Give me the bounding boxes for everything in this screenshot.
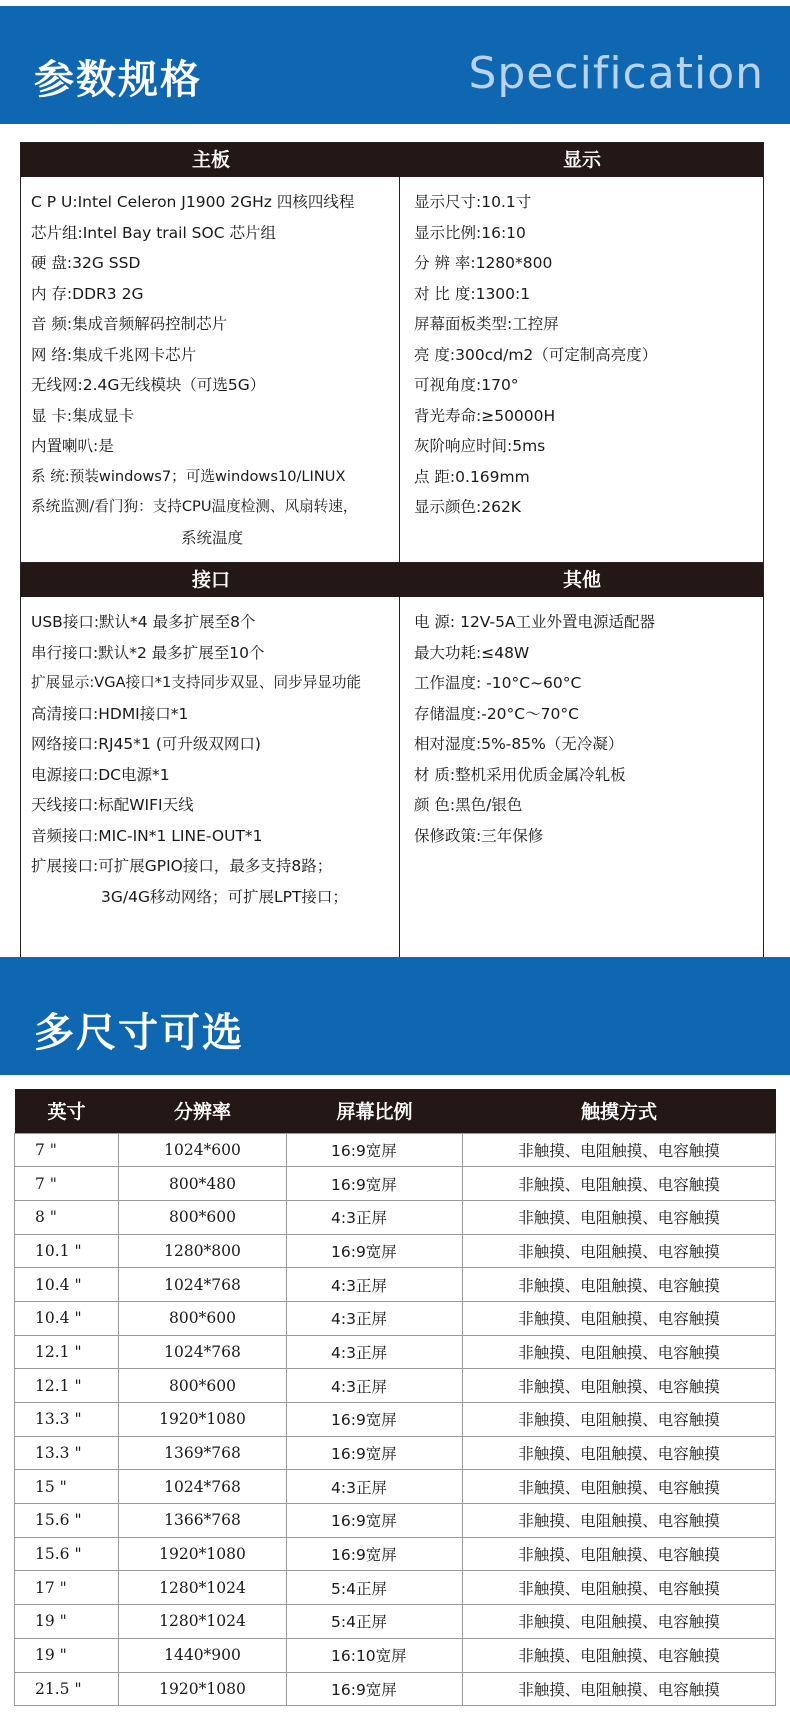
cell-inch: 15.6 " xyxy=(15,1504,119,1538)
table-row xyxy=(15,1436,776,1470)
cell-aspect-ratio: 4:3正屏 xyxy=(287,1200,463,1234)
mainboard-spec-list xyxy=(21,177,400,595)
cell-touch-type: 非触摸、电阻触摸、电容触摸 xyxy=(463,1504,776,1538)
cell-aspect-ratio: 16:10宽屏 xyxy=(287,1638,463,1672)
spec-item: 亮 度:300cd/m2（可定制高亮度） xyxy=(414,345,658,364)
interface-spec-list xyxy=(21,597,400,963)
spec-banner-title: 参数规格 xyxy=(34,57,202,103)
table-row xyxy=(15,1301,776,1335)
display-header: 显示 xyxy=(562,149,601,171)
spec-banner xyxy=(0,6,790,124)
spec-item: 系统温度 xyxy=(181,528,244,547)
mainboard-header: 主板 xyxy=(191,149,230,171)
cell-inch: 10.4 " xyxy=(15,1268,119,1302)
spec-item: 背光寿命:≥50000H xyxy=(414,406,556,425)
header-aspect-ratio: 屏幕比例 xyxy=(287,1089,463,1133)
spec-item: 保修政策:三年保修 xyxy=(414,826,544,845)
cell-aspect-ratio: 4:3正屏 xyxy=(287,1268,463,1302)
cell-resolution: 1024*600 xyxy=(119,1133,287,1167)
cell-touch-type: 非触摸、电阻触摸、电容触摸 xyxy=(463,1638,776,1672)
cell-resolution: 1024*768 xyxy=(119,1470,287,1504)
cell-resolution: 1366*768 xyxy=(119,1504,287,1538)
cell-inch: 10.4 " xyxy=(15,1301,119,1335)
cell-touch-type: 非触摸、电阻触摸、电容触摸 xyxy=(463,1301,776,1335)
cell-resolution: 1024*768 xyxy=(119,1268,287,1302)
cell-aspect-ratio: 5:4正屏 xyxy=(287,1605,463,1639)
cell-inch: 13.3 " xyxy=(15,1403,119,1437)
table-row xyxy=(15,1167,776,1201)
cell-touch-type: 非触摸、电阻触摸、电容触摸 xyxy=(463,1268,776,1302)
spec-item: 存储温度:-20°C～70°C xyxy=(414,704,579,723)
spec-banner-subtitle: Specification xyxy=(468,48,764,99)
cell-resolution: 1280*800 xyxy=(119,1234,287,1268)
spec-item: 系 统:预装windows7；可选windows10/LINUX xyxy=(31,467,346,485)
cell-aspect-ratio: 16:9宽屏 xyxy=(287,1133,463,1167)
header-touch-type: 触摸方式 xyxy=(463,1089,776,1133)
cell-aspect-ratio: 16:9宽屏 xyxy=(287,1672,463,1706)
cell-resolution: 1369*768 xyxy=(119,1436,287,1470)
spec-table-interface-other xyxy=(20,562,764,964)
cell-resolution: 1920*1080 xyxy=(119,1537,287,1571)
table-row xyxy=(15,1537,776,1571)
cell-aspect-ratio: 16:9宽屏 xyxy=(287,1234,463,1268)
spec-item: 系统监测/看门狗：支持CPU温度检测、风扇转速， xyxy=(31,498,358,515)
spec-item: 内置喇叭:是 xyxy=(31,437,114,455)
spec-item: 屏幕面板类型:工控屏 xyxy=(414,315,559,333)
spec-item: 材 质:整机采用优质金属冷轧板 xyxy=(414,765,626,784)
cell-aspect-ratio: 16:9宽屏 xyxy=(287,1167,463,1201)
cell-resolution: 1920*1080 xyxy=(119,1672,287,1706)
table-row xyxy=(15,1403,776,1437)
spec-item: 音 频:集成音频解码控制芯片 xyxy=(31,315,228,333)
cell-inch: 12.1 " xyxy=(15,1369,119,1403)
spec-item: 无线网:2.4G无线模块（可选5G） xyxy=(31,376,266,394)
spec-item: 网 络:集成千兆网卡芯片 xyxy=(31,345,197,364)
spec-item: 硬 盘:32G SSD xyxy=(31,254,141,272)
spec-item: 电源接口:DC电源*1 xyxy=(31,765,170,784)
cell-inch: 19 " xyxy=(15,1605,119,1639)
table-row xyxy=(15,1369,776,1403)
cell-inch: 17 " xyxy=(15,1571,119,1605)
cell-resolution: 1440*900 xyxy=(119,1638,287,1672)
cell-touch-type: 非触摸、电阻触摸、电容触摸 xyxy=(463,1234,776,1268)
spec-item: 最大功耗:≤48W xyxy=(414,643,530,662)
interface-header: 接口 xyxy=(191,569,230,591)
spec-item: 显示尺寸:10.1寸 xyxy=(414,193,532,211)
table-row xyxy=(15,1268,776,1302)
spec-item: 显示比例:16:10 xyxy=(414,223,526,242)
cell-touch-type: 非触摸、电阻触摸、电容触摸 xyxy=(463,1200,776,1234)
spec-item: 高清接口:HDMI接口*1 xyxy=(31,704,189,723)
spec-item: 内 存:DDR3 2G xyxy=(31,284,144,303)
cell-aspect-ratio: 16:9宽屏 xyxy=(287,1504,463,1538)
cell-resolution: 800*600 xyxy=(119,1369,287,1403)
cell-touch-type: 非触摸、电阻触摸、电容触摸 xyxy=(463,1167,776,1201)
spec-item: 电 源: 12V-5A工业外置电源适配器 xyxy=(414,613,656,631)
spec-item: 3G/4G移动网络；可扩展LPT接口； xyxy=(101,887,348,906)
cell-inch: 21.5 " xyxy=(15,1672,119,1706)
table-row xyxy=(15,1504,776,1538)
spec-item: 对 比 度:1300:1 xyxy=(414,284,531,303)
cell-aspect-ratio: 4:3正屏 xyxy=(287,1301,463,1335)
spec-table-header xyxy=(21,563,763,597)
cell-aspect-ratio: 4:3正屏 xyxy=(287,1369,463,1403)
spec-item: 相对湿度:5%-85%（无冷凝） xyxy=(414,735,624,753)
cell-touch-type: 非触摸、电阻触摸、电容触摸 xyxy=(463,1672,776,1706)
spec-item: USB接口:默认*4 最多扩展至8个 xyxy=(31,613,256,631)
spec-item: 可视角度:170° xyxy=(414,376,519,394)
spec-item: 音频接口:MIC-IN*1 LINE-OUT*1 xyxy=(31,826,263,845)
cell-inch: 19 " xyxy=(15,1638,119,1672)
spec-item: 工作温度: -10°C~60°C xyxy=(414,674,582,692)
other-spec-list xyxy=(400,597,763,963)
other-header: 其他 xyxy=(562,569,601,591)
cell-aspect-ratio: 5:4正屏 xyxy=(287,1571,463,1605)
cell-inch: 13.3 " xyxy=(15,1436,119,1470)
cell-touch-type: 非触摸、电阻触摸、电容触摸 xyxy=(463,1335,776,1369)
table-row xyxy=(15,1571,776,1605)
cell-resolution: 800*600 xyxy=(119,1301,287,1335)
cell-touch-type: 非触摸、电阻触摸、电容触摸 xyxy=(463,1133,776,1167)
spec-item: 扩展接口:可扩展GPIO接口，最多支持8路； xyxy=(31,857,333,875)
table-row xyxy=(15,1470,776,1504)
cell-inch: 15 " xyxy=(15,1470,119,1504)
table-row xyxy=(15,1234,776,1268)
cell-touch-type: 非触摸、电阻触摸、电容触摸 xyxy=(463,1436,776,1470)
spec-item: 显示颜色:262K xyxy=(414,498,521,516)
header-inch: 英寸 xyxy=(15,1089,119,1133)
cell-aspect-ratio: 4:3正屏 xyxy=(287,1470,463,1504)
spec-table-mainboard-display xyxy=(20,142,764,596)
table-row xyxy=(15,1605,776,1639)
spec-item: 显 卡:集成显卡 xyxy=(31,406,135,425)
cell-resolution: 1024*768 xyxy=(119,1335,287,1369)
cell-aspect-ratio: 16:9宽屏 xyxy=(287,1403,463,1437)
spec-item: 扩展显示:VGA接口*1支持同步双显、同步异显功能 xyxy=(31,674,362,691)
spec-item: 串行接口:默认*2 最多扩展至10个 xyxy=(31,643,265,662)
cell-resolution: 1280*1024 xyxy=(119,1605,287,1639)
cell-resolution: 1280*1024 xyxy=(119,1571,287,1605)
cell-inch: 7 " xyxy=(15,1167,119,1201)
sizes-table-header-row xyxy=(15,1089,776,1133)
table-row xyxy=(15,1672,776,1706)
cell-resolution: 1920*1080 xyxy=(119,1403,287,1437)
table-row xyxy=(15,1200,776,1234)
cell-aspect-ratio: 16:9宽屏 xyxy=(287,1436,463,1470)
spec-item: 灰阶响应时间:5ms xyxy=(414,437,546,455)
sizes-table xyxy=(14,1089,776,1706)
spec-item: 分 辨 率:1280*800 xyxy=(414,254,553,272)
cell-touch-type: 非触摸、电阻触摸、电容触摸 xyxy=(463,1470,776,1504)
cell-touch-type: 非触摸、电阻触摸、电容触摸 xyxy=(463,1605,776,1639)
cell-inch: 7 " xyxy=(15,1133,119,1167)
cell-touch-type: 非触摸、电阻触摸、电容触摸 xyxy=(463,1403,776,1437)
sizes-banner-title: 多尺寸可选 xyxy=(34,1010,244,1056)
spec-item: 天线接口:标配WIFI天线 xyxy=(31,796,194,814)
cell-touch-type: 非触摸、电阻触摸、电容触摸 xyxy=(463,1369,776,1403)
spec-table-header xyxy=(21,143,763,177)
spec-item: 颜 色:黑色/银色 xyxy=(414,796,523,814)
spec-item: 网络接口:RJ45*1 (可升级双网口) xyxy=(31,735,261,753)
cell-touch-type: 非触摸、电阻触摸、电容触摸 xyxy=(463,1537,776,1571)
cell-aspect-ratio: 16:9宽屏 xyxy=(287,1537,463,1571)
display-spec-list xyxy=(400,177,763,595)
header-resolution: 分辨率 xyxy=(119,1089,287,1133)
table-row xyxy=(15,1335,776,1369)
cell-inch: 12.1 " xyxy=(15,1335,119,1369)
cell-aspect-ratio: 4:3正屏 xyxy=(287,1335,463,1369)
spec-item: C P U:Intel Celeron J1900 2GHz 四核四线程 xyxy=(31,193,355,211)
cell-resolution: 800*600 xyxy=(119,1200,287,1234)
sizes-banner xyxy=(0,957,790,1075)
cell-inch: 8 " xyxy=(15,1200,119,1234)
cell-inch: 15.6 " xyxy=(15,1537,119,1571)
table-row xyxy=(15,1638,776,1672)
spec-item: 点 距:0.169mm xyxy=(414,467,530,486)
cell-touch-type: 非触摸、电阻触摸、电容触摸 xyxy=(463,1571,776,1605)
cell-inch: 10.1 " xyxy=(15,1234,119,1268)
table-row xyxy=(15,1133,776,1167)
cell-resolution: 800*480 xyxy=(119,1167,287,1201)
spec-item: 芯片组:Intel Bay trail SOC 芯片组 xyxy=(31,223,276,242)
